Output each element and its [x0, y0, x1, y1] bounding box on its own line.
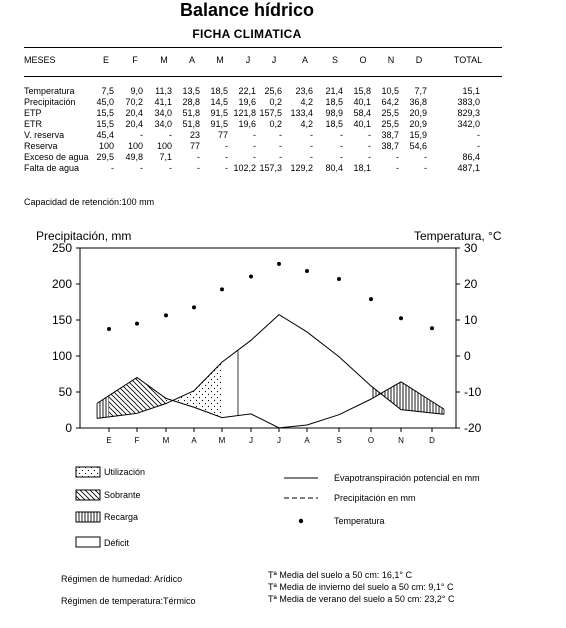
- table-cell: -: [140, 163, 143, 173]
- temperature-point: [220, 287, 224, 291]
- x-tick-label: J: [277, 436, 281, 445]
- table-cell: -: [279, 130, 282, 140]
- table-cell-total: 829,3: [457, 108, 480, 118]
- table-cell: 10,5: [381, 86, 399, 96]
- table-cell: 157,3: [259, 163, 282, 173]
- table-cell-total: 487,1: [457, 163, 480, 173]
- temperature-point: [107, 327, 111, 331]
- table-cell: -: [310, 141, 313, 151]
- table-header-month: J: [271, 55, 277, 65]
- table-cell: 25,6: [264, 86, 282, 96]
- table-cell: 29,5: [96, 152, 114, 162]
- table-row-label: ETP: [24, 108, 42, 118]
- table-header-month: M: [216, 55, 224, 65]
- table-cell: 0,2: [269, 97, 282, 107]
- table-cell: -: [253, 130, 256, 140]
- table-cell: -: [253, 141, 256, 151]
- table-cell: 129,2: [290, 163, 313, 173]
- temperature-point: [164, 313, 168, 317]
- table-cell: 49,8: [125, 152, 143, 162]
- temperature-point: [305, 269, 309, 273]
- table-cell: -: [225, 141, 228, 151]
- x-tick-label: M: [218, 436, 226, 445]
- table-cell: -: [279, 152, 282, 162]
- legend-temp-marker: [299, 519, 303, 523]
- temperature-point: [277, 262, 281, 266]
- table-cell: 19,6: [238, 97, 256, 107]
- table-cell: 38,7: [381, 130, 399, 140]
- table-cell: 23: [189, 130, 200, 140]
- x-tick-label: J: [249, 436, 253, 445]
- table-cell: -: [169, 130, 172, 140]
- table-cell: 22,1: [238, 86, 256, 96]
- legend-sobrante-swatch: [76, 490, 100, 500]
- table-header-month: O: [359, 55, 367, 65]
- table-cell: 15,9: [409, 130, 427, 140]
- right-tick-label: 20: [464, 277, 478, 291]
- table-cell: 28,8: [182, 97, 200, 107]
- x-tick-label: F: [134, 436, 140, 445]
- table-cell: 18,5: [210, 86, 228, 96]
- table-cell: 0,2: [269, 119, 282, 129]
- table-header-rule: [24, 76, 502, 77]
- x-tick-label: E: [106, 436, 112, 445]
- left-tick-label: 200: [51, 277, 72, 291]
- legend-utilizacion-label: Utilización: [104, 467, 146, 477]
- x-tick-label: A: [191, 436, 197, 445]
- table-header-month: M: [160, 55, 168, 65]
- table-row-label: ETR: [24, 119, 42, 129]
- table-cell: -: [140, 130, 143, 140]
- table-cell: 133,4: [290, 108, 313, 118]
- table-cell: 157,5: [259, 108, 282, 118]
- temperature-point: [249, 274, 253, 278]
- legend-etp-label: Evapotranspiración potencial en mm: [334, 473, 480, 483]
- table-cell: -: [368, 141, 371, 151]
- table-cell: 34,0: [154, 119, 172, 129]
- x-tick-label: N: [398, 436, 404, 445]
- table-cell: -: [368, 152, 371, 162]
- table-cell: 100: [127, 141, 143, 151]
- table-cell: 54,6: [409, 141, 427, 151]
- table-cell: -: [279, 141, 282, 151]
- legend-precip-label: Precipitación en mm: [334, 493, 416, 503]
- table-cell: 20,9: [409, 108, 427, 118]
- temperature-point: [135, 322, 139, 326]
- x-tick-label: A: [304, 436, 310, 445]
- table-row-label: Precipitación: [24, 97, 76, 107]
- table-cell: 20,9: [409, 119, 427, 129]
- table-cell-total: 383,0: [457, 97, 480, 107]
- table-cell: 100: [98, 141, 114, 151]
- right-tick-label: -20: [464, 421, 482, 435]
- page-subtitle: FICHA CLIMATICA: [192, 27, 302, 41]
- table-cell-total: 342,0: [457, 119, 480, 129]
- area-sobrante: [109, 377, 166, 416]
- table-cell: -: [396, 152, 399, 162]
- soil-temp-summer: Tª Media de verano del suelo a 50 cm: 23,2° C: [268, 594, 455, 604]
- table-cell: 80,4: [325, 163, 343, 173]
- table-cell: 18,5: [325, 119, 343, 129]
- table-cell: 41,1: [154, 97, 172, 107]
- table-cell: 7,5: [101, 86, 114, 96]
- table-row-label: V. reserva: [24, 130, 65, 140]
- table-cell: 121,8: [233, 108, 256, 118]
- table-cell: 9,0: [130, 86, 143, 96]
- table-cell: -: [310, 130, 313, 140]
- table-cell: 98,9: [325, 108, 343, 118]
- table-cell: 45,4: [96, 130, 114, 140]
- table-cell: 40,1: [353, 97, 371, 107]
- legend-swatches: [0, 460, 566, 560]
- regime-humedad: Régimen de humedad: Arídico: [61, 574, 183, 584]
- legend-sobrante-label: Sobrante: [104, 490, 141, 500]
- right-tick-label: 30: [464, 241, 478, 255]
- table-cell: 64,2: [381, 97, 399, 107]
- table-cell: -: [197, 163, 200, 173]
- soil-temp-mean: Tª Media del suelo a 50 cm: 16,1° C: [268, 570, 412, 580]
- temperature-point: [430, 326, 434, 330]
- table-cell: -: [225, 152, 228, 162]
- table-cell: 19,6: [238, 119, 256, 129]
- temperature-point: [369, 297, 373, 301]
- table-cell: -: [340, 130, 343, 140]
- table-cell: 100: [156, 141, 172, 151]
- table-cell: 15,5: [96, 108, 114, 118]
- table-cell: 20,4: [125, 119, 143, 129]
- table-cell: 4,2: [300, 119, 313, 129]
- table-cell-total: -: [477, 141, 480, 151]
- table-cell: 38,7: [381, 141, 399, 151]
- table-cell: -: [368, 130, 371, 140]
- table-cell: 36,8: [409, 97, 427, 107]
- left-tick-label: 150: [51, 313, 72, 327]
- table-cell: 15,5: [96, 119, 114, 129]
- table-cell: 23,6: [295, 86, 313, 96]
- table-cell: 58,4: [353, 108, 371, 118]
- right-tick-label: 0: [464, 349, 471, 363]
- table-cell-total: 86,4: [462, 152, 480, 162]
- table-cell: 40,1: [353, 119, 371, 129]
- table-row-label: Exceso de agua: [24, 152, 89, 162]
- table-cell: 13,5: [182, 86, 200, 96]
- table-header-month: F: [132, 55, 138, 65]
- temperature-point: [337, 277, 341, 281]
- table-cell: 11,3: [155, 86, 172, 96]
- table-cell: 91,5: [210, 119, 228, 129]
- y-axis-right-label: Temperatura, °C: [414, 229, 502, 243]
- x-tick-label: D: [429, 436, 435, 445]
- legend-deficit-swatch: [76, 537, 100, 547]
- legend-recarga-label: Recarga: [104, 512, 139, 522]
- table-row-label: Falta de agua: [24, 163, 80, 173]
- table-cell: 102,2: [233, 163, 256, 173]
- table-cell: 18,5: [325, 97, 343, 107]
- table-header-month: N: [387, 55, 395, 65]
- x-tick-label: O: [367, 436, 375, 445]
- table-header-month: A: [188, 55, 195, 65]
- table-cell: -: [253, 152, 256, 162]
- area-recarga-end: [371, 382, 444, 414]
- table-cell: 20,4: [125, 108, 143, 118]
- soil-temp-winter: Tª Media de invierno del suelo a 50 cm: 9,1° C: [268, 582, 454, 592]
- table-row-label: Temperatura: [24, 86, 75, 96]
- table-cell: 70,2: [125, 97, 143, 107]
- table-cell: -: [396, 163, 399, 173]
- table-cell: 34,0: [154, 108, 172, 118]
- table-cell: -: [225, 163, 228, 173]
- table-cell: 77: [189, 141, 200, 151]
- y-axis-left-label: Precipitación, mm: [36, 229, 132, 243]
- table-header-month: E: [102, 55, 109, 65]
- table-cell: 45,0: [96, 97, 114, 107]
- table-cell-total: -: [477, 130, 480, 140]
- legend-temp-label: Temperatura: [334, 516, 385, 526]
- table-cell: -: [169, 163, 172, 173]
- legend-utilizacion-swatch: [76, 467, 100, 477]
- temperature-point: [399, 316, 403, 320]
- table-cell: 14,5: [210, 97, 228, 107]
- table-cell: -: [424, 163, 427, 173]
- water-balance-chart: [0, 228, 566, 453]
- legend-recarga-swatch: [76, 512, 100, 522]
- table-cell: 7,7: [414, 86, 427, 96]
- table-cell: 15,8: [353, 86, 371, 96]
- page-title: Balance hídrico: [179, 0, 315, 20]
- table-row-label: Reserva: [24, 141, 58, 151]
- table-cell: 18,1: [353, 163, 371, 173]
- table-cell: 51,8: [182, 119, 200, 129]
- left-tick-label: 250: [51, 241, 72, 255]
- table-header-meses: MESES: [24, 55, 56, 65]
- x-tick-label: M: [162, 436, 170, 445]
- table-header-total: TOTAL: [453, 55, 483, 65]
- table-cell: -: [197, 152, 200, 162]
- table-cell: 91,5: [210, 108, 228, 118]
- capacity-note: Capacidad de retención:100 mm: [24, 197, 155, 207]
- table-header-month: J: [245, 55, 251, 65]
- table-cell: -: [310, 152, 313, 162]
- table-cell: 4,2: [300, 97, 313, 107]
- table-cell: 25,5: [381, 108, 399, 118]
- table-cell: 51,8: [182, 108, 200, 118]
- x-tick-label: S: [336, 436, 342, 445]
- table-cell: 25,5: [381, 119, 399, 129]
- table-cell-total: 15,1: [462, 86, 480, 96]
- table-cell: 77: [217, 130, 228, 140]
- table-header-month: A: [301, 55, 308, 65]
- table-header-month: D: [415, 55, 423, 65]
- regime-temperatura: Régimen de temperatura:Térmico: [61, 596, 196, 606]
- table-cell: -: [340, 141, 343, 151]
- right-tick-label: -10: [464, 385, 482, 399]
- table-cell: -: [340, 152, 343, 162]
- temperature-point: [192, 305, 196, 309]
- left-tick-label: 100: [51, 349, 72, 363]
- right-tick-label: 10: [464, 313, 478, 327]
- table-cell: -: [424, 152, 427, 162]
- left-tick-label: 50: [58, 385, 72, 399]
- table-cell: 7,1: [159, 152, 172, 162]
- table-cell: 21,4: [325, 86, 343, 96]
- table-cell: -: [111, 163, 114, 173]
- table-top-rule: [24, 47, 502, 48]
- left-tick-label: 0: [65, 421, 72, 435]
- table-header-month: S: [331, 55, 338, 65]
- legend-deficit-label: Déficit: [104, 538, 130, 548]
